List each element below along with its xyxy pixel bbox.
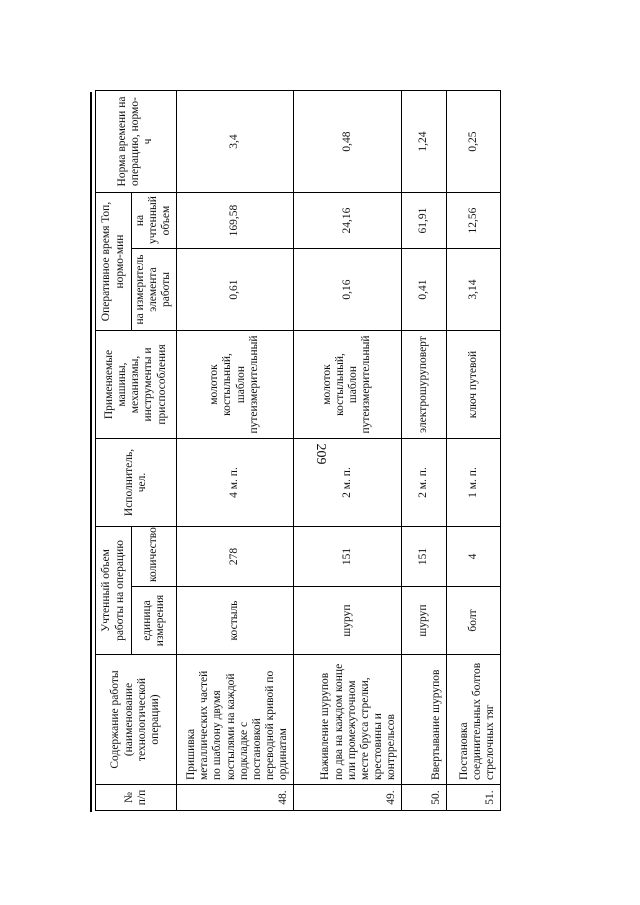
header-optime-group: Оперативное время Топ, нормо-мин bbox=[96, 193, 132, 331]
row-norm: 3,4 bbox=[176, 91, 293, 193]
header-num: № п/п bbox=[96, 785, 177, 811]
row-unit: костыль bbox=[176, 587, 293, 655]
table-left-edge bbox=[90, 92, 92, 812]
row-executor: 2 м. п. bbox=[293, 439, 401, 527]
table-row bbox=[446, 91, 500, 811]
header-unit: единица измерения bbox=[132, 587, 177, 655]
row-per-unit: 0,16 bbox=[293, 249, 401, 331]
row-executor: 2 м. п. bbox=[401, 439, 446, 527]
row-per-unit: 0,61 bbox=[176, 249, 293, 331]
row-per-volume: 24,16 bbox=[293, 193, 401, 249]
row-per-unit: 0,41 bbox=[401, 249, 446, 331]
row-content: Наживление шурупов по два на каждом конце или промежуточном месте бруса стрелки, крестовины и контррельсов bbox=[293, 655, 401, 785]
row-content: Пришивка металлических частей по шаблону двумя костылями на каждой подкладке с постановкой переводной кривой по ординатам bbox=[176, 655, 293, 785]
row-norm: 0,25 bbox=[446, 91, 500, 193]
header-per-volume: на учтенный объем bbox=[132, 193, 177, 249]
row-per-volume: 61,91 bbox=[401, 193, 446, 249]
row-num: 51. bbox=[446, 785, 500, 811]
table-row bbox=[176, 91, 293, 811]
header-norm: Норма времени на операцию, нормо-ч bbox=[96, 91, 177, 193]
header-quantity: количество bbox=[132, 527, 177, 587]
row-norm: 1,24 bbox=[401, 91, 446, 193]
row-quantity: 151 bbox=[401, 527, 446, 587]
table-row bbox=[401, 91, 446, 811]
row-unit: шуруп bbox=[401, 587, 446, 655]
row-unit: болт bbox=[446, 587, 500, 655]
operations-table bbox=[95, 90, 501, 811]
row-machines: электрошуруповерт bbox=[401, 331, 446, 439]
row-content: Постановка соединительных болтов стрелочных тяг bbox=[446, 655, 500, 785]
page-number: 209 bbox=[313, 443, 328, 465]
header-per-unit: на измеритель элемента работы bbox=[132, 249, 177, 331]
row-executor: 1 м. п. bbox=[446, 439, 500, 527]
row-machines: молоток костыльный, шаблон путеизмерительный bbox=[293, 331, 401, 439]
row-quantity: 278 bbox=[176, 527, 293, 587]
row-machines: молоток костыльный, шаблон путеизмерительный bbox=[176, 331, 293, 439]
row-num: 48. bbox=[176, 785, 293, 811]
row-num: 50. bbox=[401, 785, 446, 811]
header-content: Содержание работы (наименование технологической операции) bbox=[96, 655, 177, 785]
header-volume-group: Учтенный объем работы на операцию bbox=[96, 527, 132, 655]
row-executor: 4 м. п. bbox=[176, 439, 293, 527]
row-num: 49. bbox=[293, 785, 401, 811]
row-unit: шуруп bbox=[293, 587, 401, 655]
row-content: Ввертывание шурупов bbox=[401, 655, 446, 785]
row-per-unit: 3,14 bbox=[446, 249, 500, 331]
header-machines: Применяемые машины, механизмы, инструменты и приспособления bbox=[96, 331, 177, 439]
row-per-volume: 169,58 bbox=[176, 193, 293, 249]
row-machines: ключ путевой bbox=[446, 331, 500, 439]
row-quantity: 4 bbox=[446, 527, 500, 587]
table-row bbox=[293, 91, 401, 811]
row-norm: 0,48 bbox=[293, 91, 401, 193]
row-quantity: 151 bbox=[293, 527, 401, 587]
header-executor: Исполнитель, чел. bbox=[96, 439, 177, 527]
rotated-table-wrapper bbox=[95, 91, 495, 811]
row-per-volume: 12,56 bbox=[446, 193, 500, 249]
